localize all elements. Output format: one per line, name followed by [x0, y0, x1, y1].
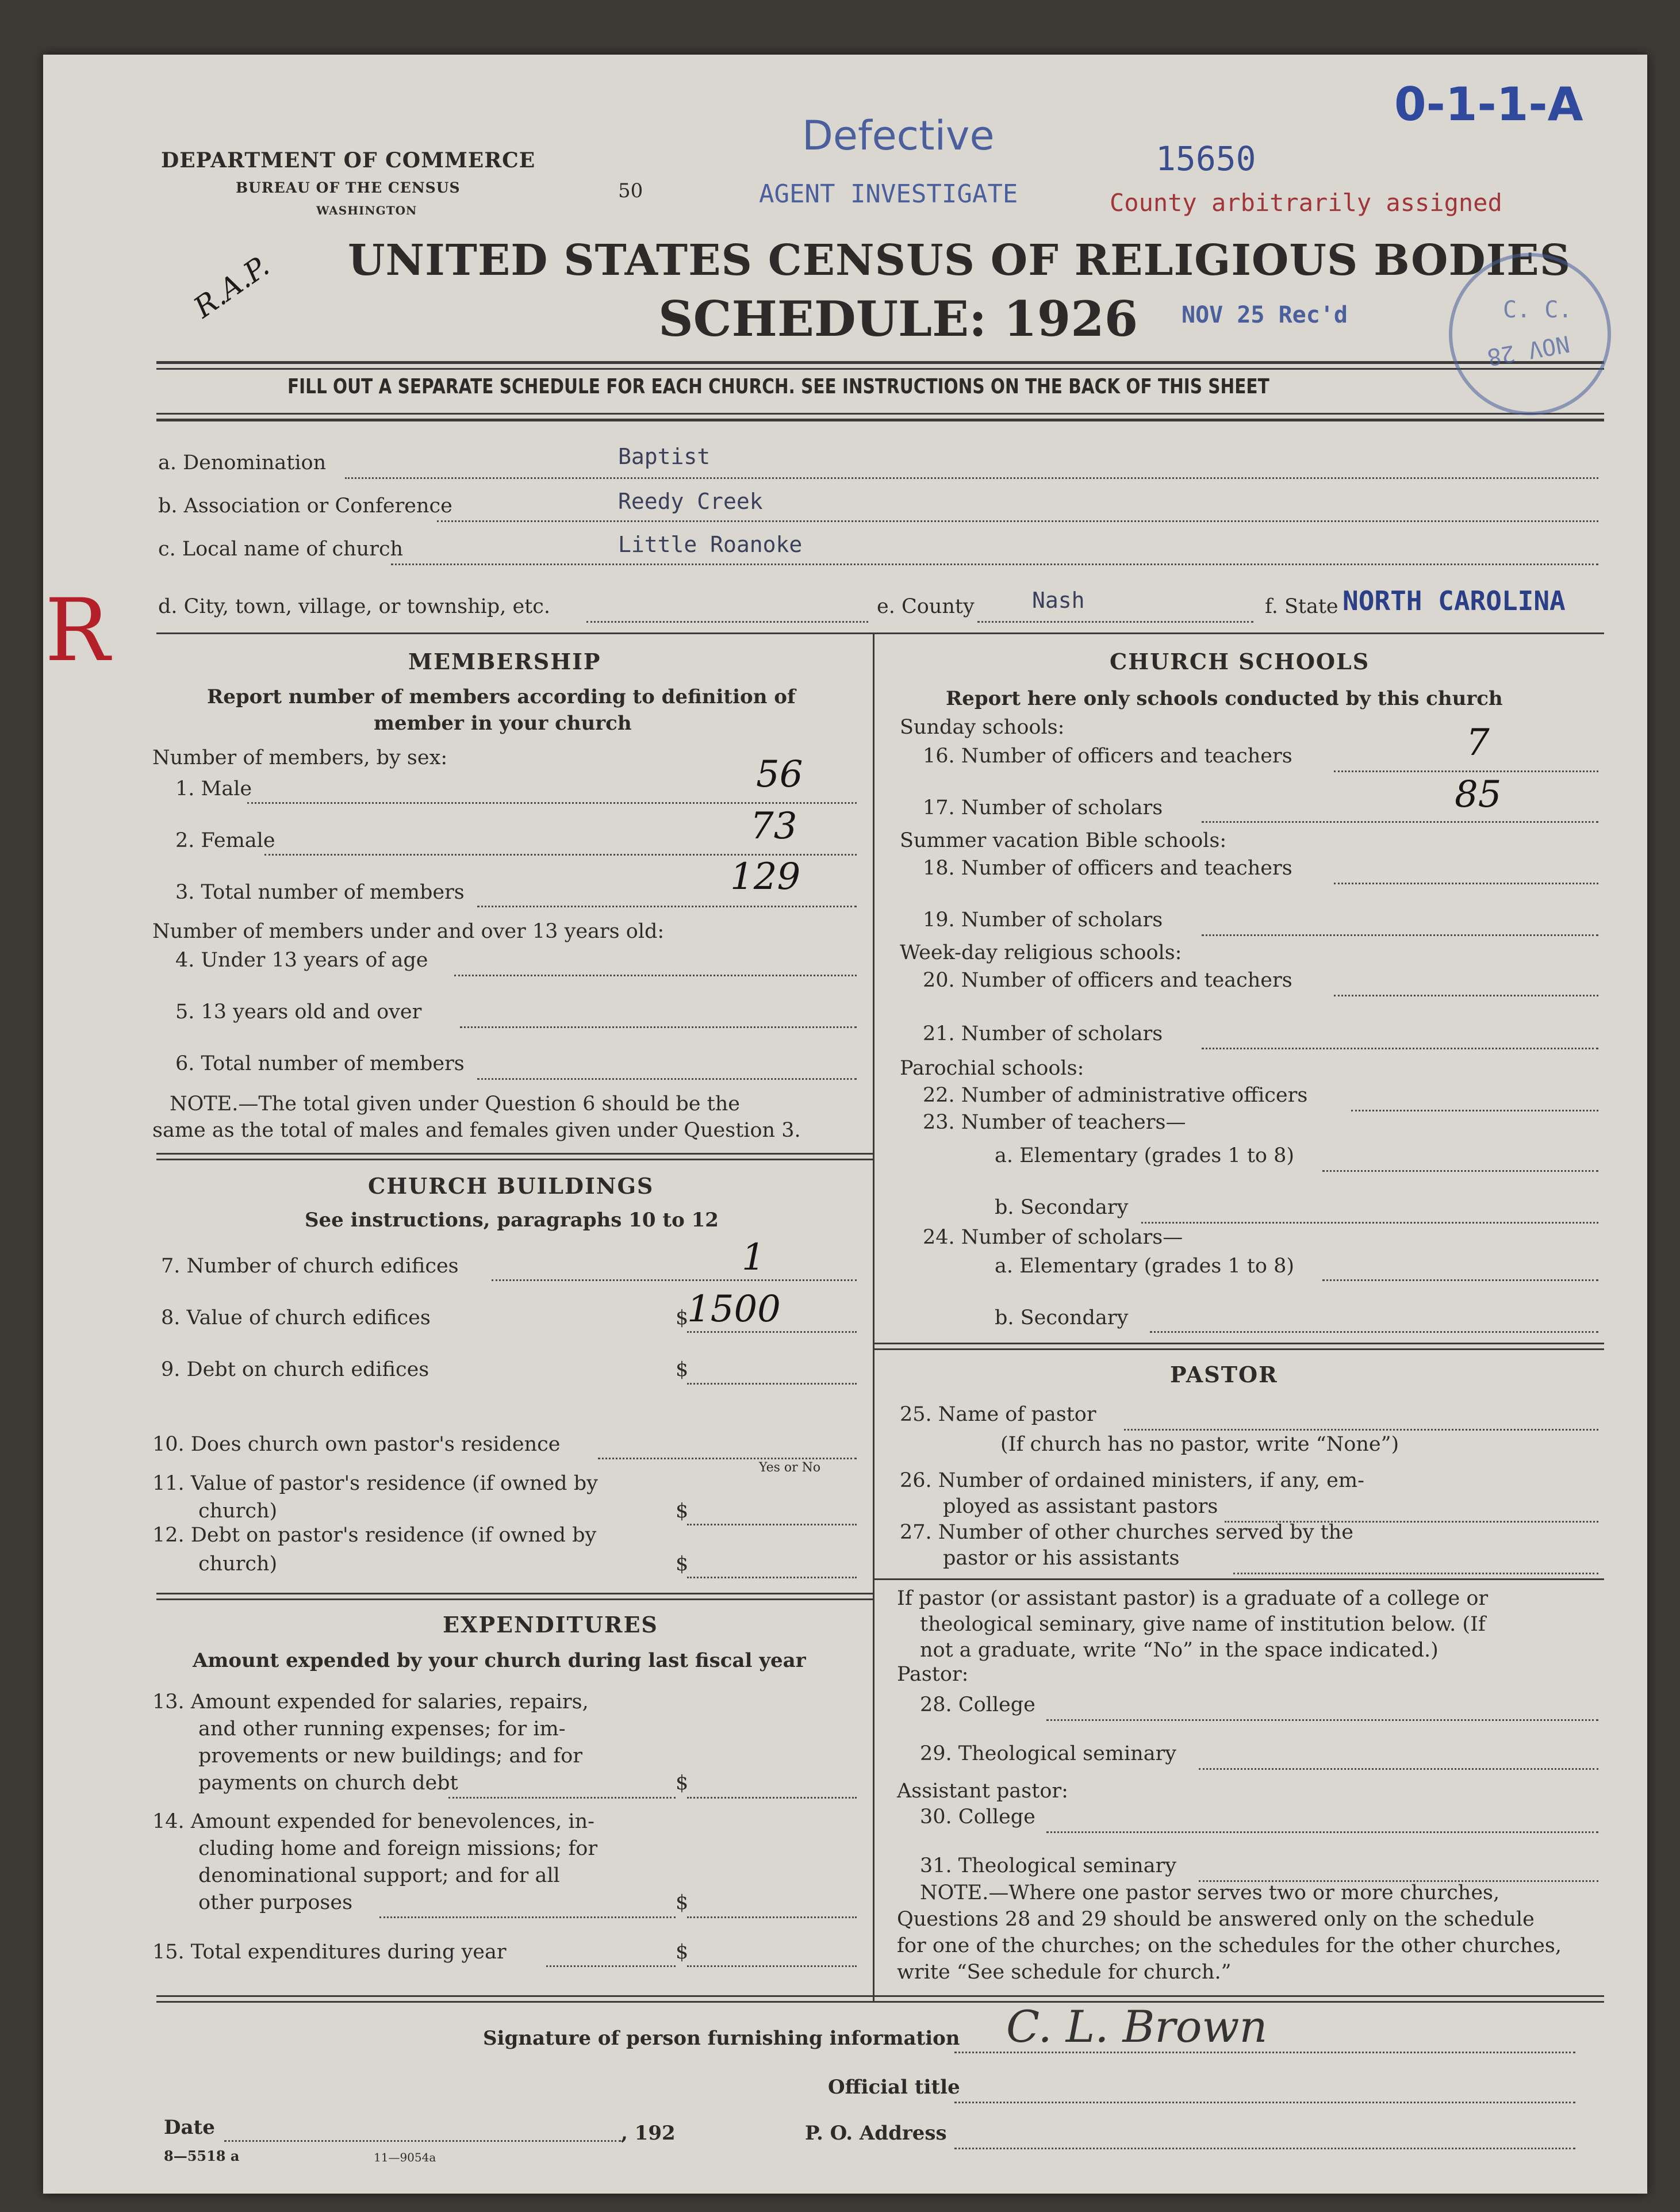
section-rule	[156, 632, 1604, 634]
expend-rule-1	[156, 1593, 873, 1594]
membership-note-2: same as the total of males and females given under Question 3.	[152, 1119, 801, 1142]
schools-intro: Report here only schools conducted by this church	[946, 687, 1503, 710]
code-stamp: 0-1-1-A	[1394, 78, 1583, 131]
q24b-label: b. Secondary	[995, 1306, 1129, 1329]
q11-dollar: $	[676, 1500, 689, 1523]
local-name-line	[391, 563, 1598, 565]
expenditures-sub: Amount expended by your church during last fiscal year	[193, 1649, 806, 1672]
yes-no-hint: Yes or No	[759, 1460, 821, 1475]
pastor-note-2: Questions 28 and 29 should be answered only on the schedule	[897, 1908, 1535, 1931]
sunday-label: Sunday schools:	[900, 716, 1065, 739]
signature-label: Signature of person furnishing information	[483, 2027, 960, 2050]
expend-rule-2	[156, 1598, 873, 1600]
q15-label: 15. Total expenditures during year	[152, 1941, 507, 1964]
q8-line	[687, 1331, 857, 1333]
q5-label: 5. 13 years old and over	[175, 1000, 422, 1023]
schedule-title: SCHEDULE: 1926	[658, 290, 1138, 347]
q29-label: 29. Theological seminary	[920, 1742, 1177, 1765]
grad-rule	[873, 1578, 1604, 1580]
q29-line	[1199, 1768, 1598, 1770]
form-number: 8—5518 a	[164, 2148, 240, 2164]
grad-line-1: If pastor (or assistant pastor) is a graduate of a college or	[897, 1587, 1489, 1610]
county-note: County arbitrarily assigned	[1110, 189, 1502, 217]
grad-line-2: theological seminary, give name of institution below. (If	[920, 1613, 1486, 1636]
rule-top-3	[156, 413, 1604, 415]
q16-label: 16. Number of officers and teachers	[923, 745, 1292, 768]
q12-line	[687, 1577, 857, 1578]
signature-value[interactable]: C. L. Brown	[1006, 2001, 1268, 2052]
instruction-banner: FILL OUT A SEPARATE SCHEDULE FOR EACH CHURCH. SEE INSTRUCTIONS ON THE BACK OF THIS SHEET	[287, 375, 1269, 398]
expenditures-heading: EXPENDITURES	[443, 1612, 658, 1638]
buildings-rule-2	[156, 1159, 873, 1160]
date-line	[224, 2140, 621, 2142]
q13-dollar: $	[676, 1772, 689, 1795]
page-number: 50	[618, 179, 643, 202]
q15-lead-line	[546, 1965, 676, 1967]
q17-value[interactable]: 85	[1455, 773, 1502, 816]
footer-rule-1	[156, 1995, 1604, 1997]
city-label: d. City, town, village, or township, etc.	[158, 595, 550, 618]
q26-label-2: ployed as assistant pastors	[943, 1495, 1218, 1518]
q13-label-1: 13. Amount expended for salaries, repairs,	[152, 1690, 589, 1713]
q9-dollar: $	[676, 1358, 689, 1381]
q7-edifices-value[interactable]: 1	[742, 1236, 765, 1279]
under-over-label: Number of members under and over 13 years old:	[152, 920, 665, 943]
q5-line	[460, 1026, 857, 1028]
q13-lead-line	[448, 1797, 676, 1799]
q19-line	[1202, 934, 1598, 936]
q15-dollar: $	[676, 1941, 689, 1964]
q23a-label: a. Elementary (grades 1 to 8)	[995, 1144, 1295, 1167]
q14-label-4: other purposes	[198, 1891, 353, 1914]
q9-label: 9. Debt on church edifices	[161, 1358, 429, 1381]
pastor-note-1: NOTE.—Where one pastor serves two or more churches,	[920, 1881, 1500, 1904]
q23b-line	[1141, 1222, 1598, 1224]
serial-number-stamp: 15650	[1156, 139, 1256, 178]
q2-label: 2. Female	[175, 829, 275, 852]
q14-label-1: 14. Amount expended for benevolences, in-	[152, 1810, 594, 1833]
local-name-value[interactable]: Little Roanoke	[618, 532, 803, 557]
state-value-stamp: NORTH CAROLINA	[1343, 585, 1566, 616]
pastor-heading: PASTOR	[1170, 1362, 1278, 1387]
buildings-heading: CHURCH BUILDINGS	[368, 1173, 654, 1199]
q28-label: 28. College	[920, 1693, 1035, 1716]
q10-line	[598, 1458, 857, 1459]
schools-heading: CHURCH SCHOOLS	[1110, 649, 1370, 674]
q9-line	[687, 1383, 857, 1385]
county-value[interactable]: Nash	[1032, 588, 1085, 613]
q19-label: 19. Number of scholars	[923, 908, 1163, 931]
grad-line-3: not a graduate, write “No” in the space indicated.)	[920, 1639, 1439, 1662]
state-label: f. State	[1265, 595, 1338, 618]
q30-line	[1046, 1831, 1598, 1833]
buildings-rule-1	[156, 1153, 873, 1155]
q13-line	[687, 1797, 857, 1799]
seal-stamp	[1449, 253, 1611, 415]
red-r-mark: R	[45, 581, 110, 681]
bureau-name: BUREAU OF THE CENSUS	[236, 179, 461, 196]
q6-line	[477, 1078, 857, 1080]
q18-line	[1334, 883, 1598, 884]
asst-pastor-label: Assistant pastor:	[897, 1780, 1068, 1803]
q15-line	[687, 1965, 857, 1967]
rule-top-1	[156, 361, 1604, 364]
pastor-rule-2	[873, 1348, 1604, 1350]
q13-label-2: and other running expenses; for im-	[198, 1718, 566, 1741]
q8-label: 8. Value of church edifices	[161, 1306, 431, 1329]
q13-label-3: provements or new buildings; and for	[198, 1745, 583, 1768]
q3-line	[477, 906, 857, 907]
q24b-line	[1150, 1331, 1598, 1333]
initials-mark: R.A.P.	[187, 249, 275, 325]
parochial-label: Parochial schools:	[900, 1057, 1084, 1080]
q23b-label: b. Secondary	[995, 1196, 1129, 1219]
q24a-line	[1322, 1279, 1598, 1281]
q23-label: 23. Number of teachers—	[923, 1111, 1186, 1134]
q17-line	[1202, 821, 1598, 823]
county-label: e. County	[877, 595, 975, 618]
form-title: UNITED STATES CENSUS OF RELIGIOUS BODIES	[348, 236, 1571, 285]
association-value[interactable]: Reedy Creek	[618, 489, 763, 514]
q14-lead-line	[379, 1916, 676, 1918]
q31-label: 31. Theological seminary	[920, 1854, 1177, 1877]
date-year: , 192	[621, 2122, 676, 2145]
q18-label: 18. Number of officers and teachers	[923, 857, 1292, 880]
po-address-line	[954, 2148, 1575, 2149]
official-title-line	[954, 2102, 1575, 2103]
q2-female-value[interactable]: 73	[750, 805, 797, 848]
q7-label: 7. Number of church edifices	[161, 1255, 459, 1278]
rule-top-4	[156, 419, 1604, 421]
q20-line	[1334, 995, 1598, 996]
by-sex-label: Number of members, by sex:	[152, 746, 448, 769]
seal-text-1: C. C.	[1503, 297, 1572, 323]
q11-label-1: 11. Value of pastor's residence (if owned by	[152, 1472, 598, 1495]
q27-label-2: pastor or his assistants	[943, 1547, 1180, 1570]
county-line	[977, 621, 1253, 623]
association-label: b. Association or Conference	[158, 494, 452, 517]
pastor-note-3: for one of the churches; on the schedules for the other churches,	[897, 1934, 1562, 1957]
q27-line	[1233, 1573, 1598, 1574]
q21-line	[1202, 1048, 1598, 1049]
q20-label: 20. Number of officers and teachers	[923, 969, 1292, 992]
q27-label-1: 27. Number of other churches served by the	[900, 1521, 1353, 1544]
membership-note-1: NOTE.—The total given under Question 6 should be the	[170, 1092, 740, 1115]
q25-note: (If church has no pastor, write “None”)	[1000, 1433, 1399, 1456]
q14-label-2: cluding home and foreign missions; for	[198, 1837, 598, 1860]
q28-line	[1046, 1719, 1598, 1721]
rule-top-2	[156, 368, 1604, 370]
buildings-sub: See instructions, paragraphs 10 to 12	[305, 1209, 719, 1232]
pastor-grad-label: Pastor:	[897, 1663, 969, 1686]
pastor-note-4: write “See schedule for church.”	[897, 1961, 1232, 1984]
official-title-label: Official title	[828, 2076, 960, 2099]
association-line	[437, 520, 1598, 522]
q10-label: 10. Does church own pastor's residence	[152, 1433, 561, 1456]
q22-line	[1351, 1110, 1598, 1111]
city-name: WASHINGTON	[316, 204, 417, 217]
q13-label-4: payments on church debt	[198, 1772, 458, 1795]
print-number: 11—9054a	[374, 2150, 436, 2164]
q11-line	[687, 1524, 857, 1525]
q11-label-2: church)	[198, 1500, 278, 1523]
q25-line	[1124, 1429, 1598, 1431]
q12-label-1: 12. Debt on pastor's residence (if owned by	[152, 1524, 597, 1547]
department-name: DEPARTMENT OF COMMERCE	[161, 148, 536, 172]
q3-label: 3. Total number of members	[175, 881, 465, 904]
weekday-label: Week-day religious schools:	[900, 941, 1182, 964]
denomination-line	[345, 477, 1598, 479]
q12-dollar: $	[676, 1552, 689, 1575]
denomination-value[interactable]: Baptist	[618, 444, 711, 469]
q14-dollar: $	[676, 1891, 689, 1914]
date-label: Date	[164, 2116, 215, 2139]
q4-line	[454, 975, 857, 976]
received-stamp: NOV 25 Rec'd	[1182, 302, 1348, 328]
q25-label: 25. Name of pastor	[900, 1403, 1096, 1426]
q14-line	[687, 1916, 857, 1918]
q24-label: 24. Number of scholars—	[923, 1226, 1183, 1249]
q6-label: 6. Total number of members	[175, 1052, 465, 1075]
po-address-label: P. O. Address	[805, 2122, 947, 2145]
denomination-label: a. Denomination	[158, 451, 327, 474]
q30-label: 30. College	[920, 1805, 1035, 1828]
q4-label: 4. Under 13 years of age	[175, 949, 428, 972]
q16-line	[1334, 770, 1598, 772]
seal-text-2: NOV 28	[1485, 329, 1572, 371]
membership-intro-2: member in your church	[374, 712, 632, 735]
q17-label: 17. Number of scholars	[923, 796, 1163, 819]
q1-label: 1. Male	[175, 777, 252, 800]
q3-total-value[interactable]: 129	[730, 856, 801, 898]
column-divider	[873, 632, 874, 2001]
q8-value[interactable]: 1500	[687, 1288, 781, 1331]
city-line	[586, 621, 868, 623]
q14-label-3: denominational support; and for all	[198, 1864, 560, 1887]
pastor-rule-1	[873, 1343, 1604, 1344]
q12-label-2: church)	[198, 1552, 278, 1575]
q16-value[interactable]: 7	[1466, 722, 1490, 764]
q8-dollar: $	[676, 1306, 689, 1329]
q1-male-value[interactable]: 56	[756, 753, 803, 796]
footer-rule-2	[156, 2001, 1604, 2003]
q23a-line	[1322, 1170, 1598, 1172]
q26-label-1: 26. Number of ordained ministers, if any, em-	[900, 1469, 1364, 1492]
membership-heading: MEMBERSHIP	[408, 649, 601, 674]
membership-intro-1: Report number of members according to definition of	[207, 685, 796, 708]
q24a-label: a. Elementary (grades 1 to 8)	[995, 1255, 1295, 1278]
q21-label: 21. Number of scholars	[923, 1022, 1163, 1045]
defective-stamp: Defective	[802, 112, 995, 159]
q1-line	[247, 802, 857, 804]
local-name-label: c. Local name of church	[158, 538, 404, 561]
agent-investigate-stamp: AGENT INVESTIGATE	[759, 179, 1018, 209]
q7-line	[492, 1279, 857, 1281]
q22-label: 22. Number of administrative officers	[923, 1084, 1308, 1107]
summer-label: Summer vacation Bible schools:	[900, 829, 1227, 852]
